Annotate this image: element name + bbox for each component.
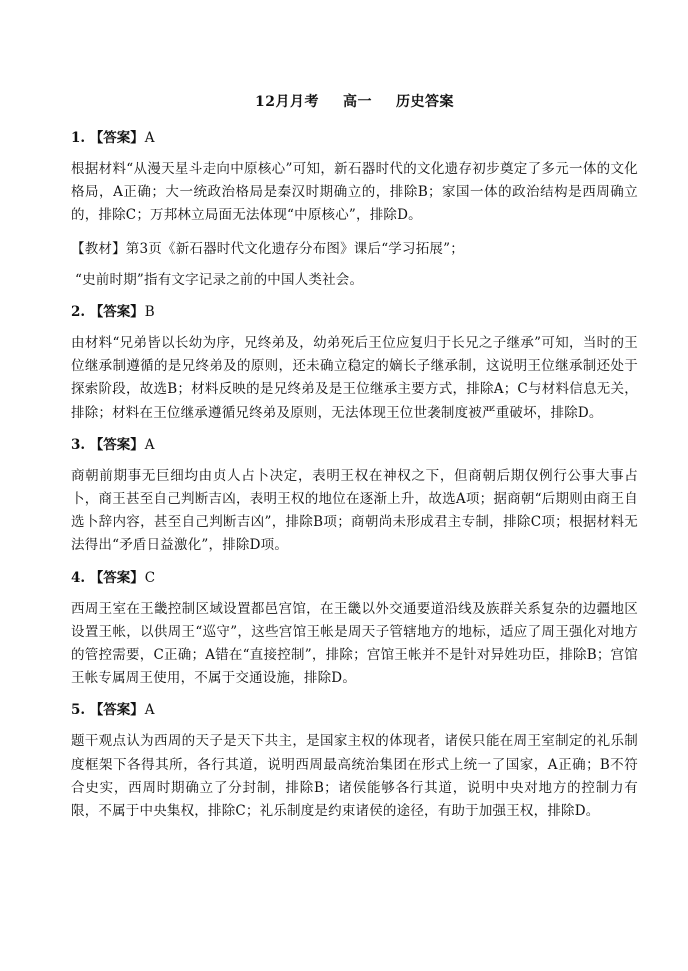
explanation: 根据材料“从漫天星斗走向中原核心”可知，新石器时代的文化遗存初步奠定了多元一体的文化格局，A正确；大一统政治格局是秦汉时期确立的，排除B；家国一体的政治结构是西周确立的，排除C；万邦林立局面无法体现“中原核心”，排除D。: [71, 161, 638, 224]
answer-mark: 【答案】: [89, 702, 144, 719]
question-header: [71, 568, 638, 588]
question-number: 1.: [71, 130, 86, 146]
question-header: [71, 700, 638, 720]
question-5: [71, 700, 638, 823]
question-header: [71, 302, 638, 322]
answer-mark: 【答案】: [89, 436, 144, 453]
answer-value: B: [144, 304, 155, 321]
question-3: [71, 435, 638, 558]
question-number: 3.: [71, 436, 86, 453]
explanation: 题干观点认为西周的天子是天下共主，是国家主权的体现者，诸侯只能在周王室制定的礼乐制度框架下各得其所，各行其道，说明西周最高统治集团在形式上统一了国家，A正确；B不符合史实，西周时期确立了分封制，排除B；诸侯能够各行其道，说明中央对地方的控制力有限，不属于中央集权，排除C；礼乐制度是约束诸侯的途径，有助于加强王权，排除D。: [71, 733, 638, 820]
answer-mark: 【答案】: [89, 130, 144, 146]
question-number: 2.: [71, 304, 86, 321]
title-subject: 历史答案: [395, 94, 454, 110]
question-header: [71, 128, 638, 148]
answer-mark: 【答案】: [89, 569, 144, 586]
page-title: [71, 92, 638, 112]
question-number: 5.: [71, 702, 86, 719]
note-text: “史前时期”指有文字记录之前的中国人类社会。: [75, 271, 364, 288]
question-header: [71, 435, 638, 455]
title-grade: 高一: [342, 94, 372, 110]
answer-mark: 【答案】: [89, 304, 144, 321]
answer-value: A: [144, 702, 155, 719]
answer-value: A: [144, 130, 155, 146]
question-4: [71, 568, 638, 691]
title-exam: 12月月考: [255, 94, 319, 110]
explanation: 商朝前期事无巨细均由贞人占卜决定，表明王权在神权之下，但商朝后期仅例行公事大事占卜，商王甚至自己判断吉凶，表明王权的地位在逐渐上升，故选A项；据商朝“后期则由商王自选卜辞内容，甚至自己判断吉凶”，排除B项；商朝尚未形成君主专制，排除C项；根据材料无法得出“矛盾日益激化”，排除D项。: [71, 467, 638, 554]
answer-value: C: [144, 569, 156, 586]
question-number: 4.: [71, 569, 86, 586]
explanation: 西周王室在王畿控制区域设置都邑宫馆，在王畿以外交通要道沿线及族群关系复杂的边疆地区设置王帐，以供周王“巡守”，这些宫馆王帐是周天子管辖地方的地标，适应了周王强化对地方的管控需要，C正确；A错在“直接控制”，排除；宫馆王帐并不是针对异姓功臣，排除B；宫馆王帐专属周王使用，不属于交通设施，排除D。: [71, 600, 638, 687]
question-2: [71, 302, 638, 425]
question-1: [71, 128, 638, 292]
explanation: 由材料“兄弟皆以长幼为序，兄终弟及，幼弟死后王位应复归于长兄之子继承”可知，当时的王位继承制遵循的是兄终弟及的原则，还未确立稳定的嫡长子继承制，这说明王位继承制还处于探索阶段，故选B；材料反映的是兄终弟及是王位继承主要方式，排除A；C与材料信息无关，排除；材料在王位继承遵循兄终弟及原则，无法体现王位世袭制度被严重破坏，排除D。: [71, 335, 638, 421]
textbook-reference: 【教材】第3页《新石器时代文化遗存分布图》课后“学习拓展”；: [71, 240, 464, 257]
answer-value: A: [144, 436, 155, 453]
